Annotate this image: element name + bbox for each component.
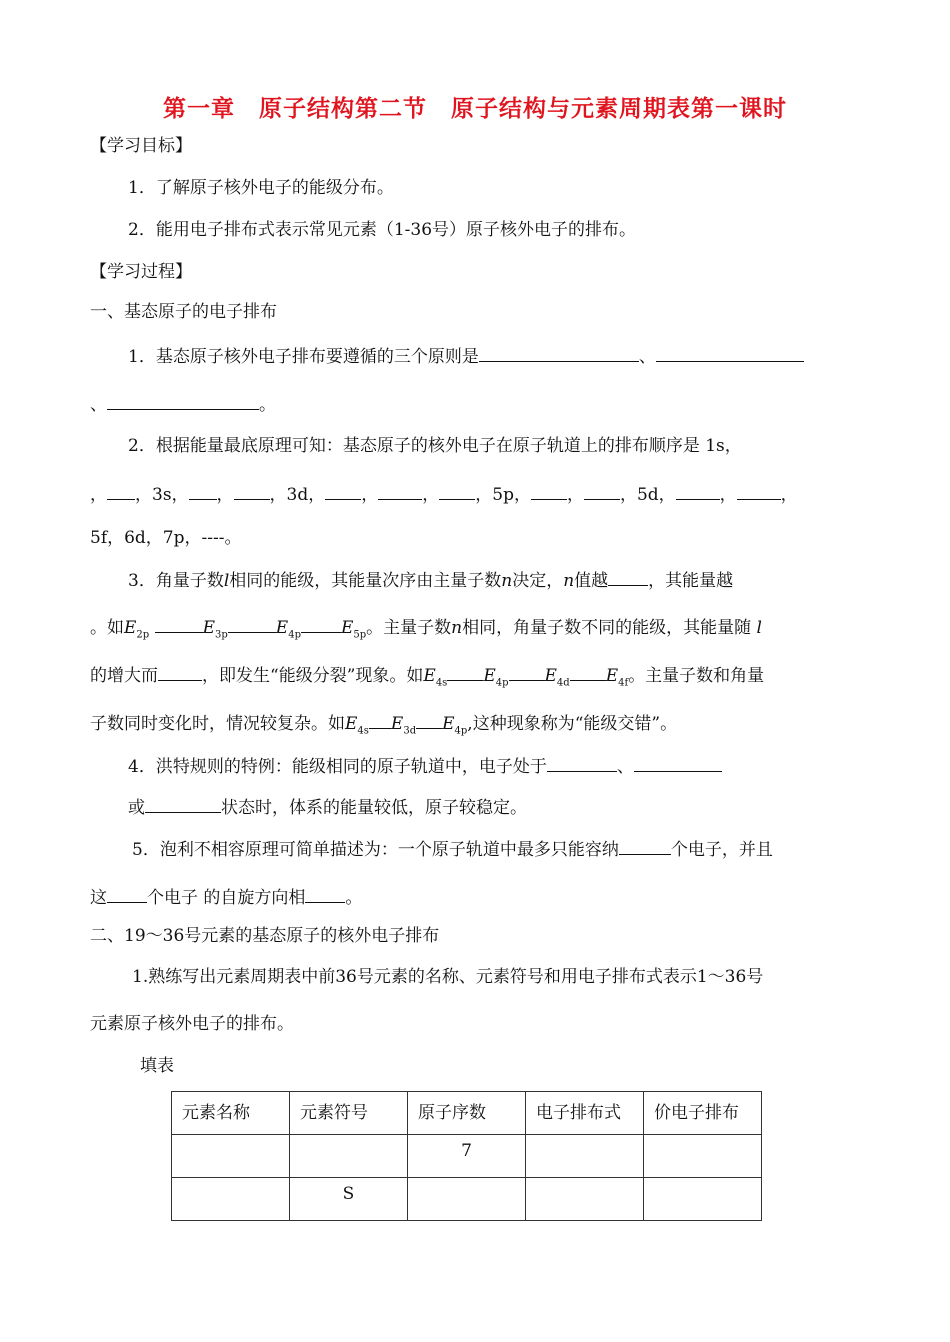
answer-blank[interactable]: [325, 481, 361, 500]
section1-heading: 一、基态原子的电子排布: [90, 302, 277, 322]
table-header-row: [172, 1092, 762, 1135]
question-2-line2: ， ，3s， ， ，3d， ， ， ，5p， ， ，5d， ， ，: [90, 481, 798, 507]
table-cell[interactable]: [290, 1135, 408, 1178]
question-5-line1: 5．泡利不相容原理可简单描述为：一个原子轨道中最多只能容纳 个电子，并且: [132, 836, 773, 862]
answer-blank[interactable]: [107, 481, 135, 500]
answer-blank[interactable]: [107, 391, 259, 410]
table-header-cell: 原子序数: [408, 1092, 526, 1135]
table-cell[interactable]: [644, 1135, 762, 1178]
question-3-line3: 的增大而 ，即发生“能级分裂”现象。如$E_{4s}$ $E_{4p}$ $E_{4d}$ $E_{4f}$。主量子数和角量: [90, 662, 764, 695]
question-1-line1: 1．基态原子核外电子排布要遵循的三个原则是 、: [128, 343, 804, 369]
page-title: 第一章 原子结构第二节 原子结构与元素周期表第一课时: [163, 96, 787, 122]
goals-header: 【学习目标】: [90, 136, 192, 156]
answer-blank[interactable]: [584, 481, 620, 500]
table-header-cell: 元素符号: [290, 1092, 408, 1135]
answer-blank[interactable]: [570, 662, 606, 681]
table-header-cell: 电子排布式: [526, 1092, 644, 1135]
answer-blank[interactable]: [189, 481, 217, 500]
table-header-cell: 元素名称: [172, 1092, 290, 1135]
question-2-line3: 5f，6d，7p，----。: [90, 528, 242, 548]
question-5-line2: 这 个电子 的自旋方向相 。: [90, 884, 362, 910]
answer-blank[interactable]: [619, 836, 671, 855]
answer-blank[interactable]: [369, 710, 391, 729]
answer-blank[interactable]: [439, 481, 475, 500]
table-cell[interactable]: [172, 1178, 290, 1221]
answer-blank[interactable]: [676, 481, 720, 500]
process-header: 【学习过程】: [90, 262, 192, 282]
question-3-line1: 3．角量子数l相同的能级，其能量次序由主量子数n决定，n值越 ，其能量越: [128, 567, 733, 593]
answer-blank[interactable]: [228, 614, 276, 633]
answer-blank[interactable]: [531, 481, 567, 500]
table-row: [172, 1178, 762, 1221]
table-cell[interactable]: [526, 1135, 644, 1178]
question-2-line1: 2．根据能量最底原理可知：基态原子的核外电子在原子轨道上的排布顺序是 1s，: [128, 436, 742, 456]
answer-blank[interactable]: [107, 884, 147, 903]
answer-blank[interactable]: [447, 662, 483, 681]
table-cell[interactable]: S: [290, 1178, 408, 1221]
fill-table-label: 填表: [140, 1056, 174, 1076]
table-cell[interactable]: [172, 1135, 290, 1178]
answer-blank[interactable]: [378, 481, 422, 500]
question-4-line2: 或 状态时，体系的能量较低，原子较稳定。: [128, 794, 527, 820]
question-4-line1: 4．洪特规则的特例：能级相同的原子轨道中，电子处于 、: [128, 753, 722, 779]
answer-blank[interactable]: [479, 343, 639, 362]
element-table: [171, 1091, 762, 1221]
question-3-line4: 子数同时变化时，情况较复杂。如$E_{4s}$ $E_{3d}$ $E_{4p}$,这种现象称为“能级交错”。: [90, 710, 677, 743]
question-1-line2: 、 。: [90, 391, 276, 417]
answer-blank[interactable]: [737, 481, 781, 500]
section2-heading: 二、19～36号元素的基态原子的核外电子排布: [90, 926, 440, 946]
question-3-line2: 。如$E_{2p}$ $E_{3p}$ $E_{4p}$ $E_{5p}$。主量子数n相同，角量子数不同的能级，其能量随 l: [90, 614, 762, 647]
goal-item-2: 2．能用电子排布式表示常见元素（1-36号）原子核外电子的排布。: [128, 220, 637, 240]
table-cell[interactable]: [526, 1178, 644, 1221]
answer-blank[interactable]: [416, 710, 442, 729]
answer-blank[interactable]: [608, 567, 648, 586]
table-cell[interactable]: [408, 1178, 526, 1221]
answer-blank[interactable]: [656, 343, 804, 362]
answer-blank[interactable]: [305, 884, 345, 903]
answer-blank[interactable]: [509, 662, 545, 681]
answer-blank[interactable]: [634, 753, 722, 772]
answer-blank[interactable]: [155, 614, 203, 633]
answer-blank[interactable]: [301, 614, 341, 633]
table-row: [172, 1135, 762, 1178]
section2-paragraph-line2: 元素原子核外电子的排布。: [90, 1014, 294, 1034]
goal-item-1: 1．了解原子核外电子的能级分布。: [128, 178, 394, 198]
table-header-cell: 价电子排布: [644, 1092, 762, 1135]
answer-blank[interactable]: [234, 481, 270, 500]
section2-paragraph-line1: 1.熟练写出元素周期表中前36号元素的名称、元素符号和用电子排布式表示1～36号: [132, 967, 764, 987]
table-cell[interactable]: [644, 1178, 762, 1221]
answer-blank[interactable]: [158, 662, 202, 681]
answer-blank[interactable]: [547, 753, 617, 772]
answer-blank[interactable]: [145, 794, 221, 813]
table-cell[interactable]: 7: [408, 1135, 526, 1178]
